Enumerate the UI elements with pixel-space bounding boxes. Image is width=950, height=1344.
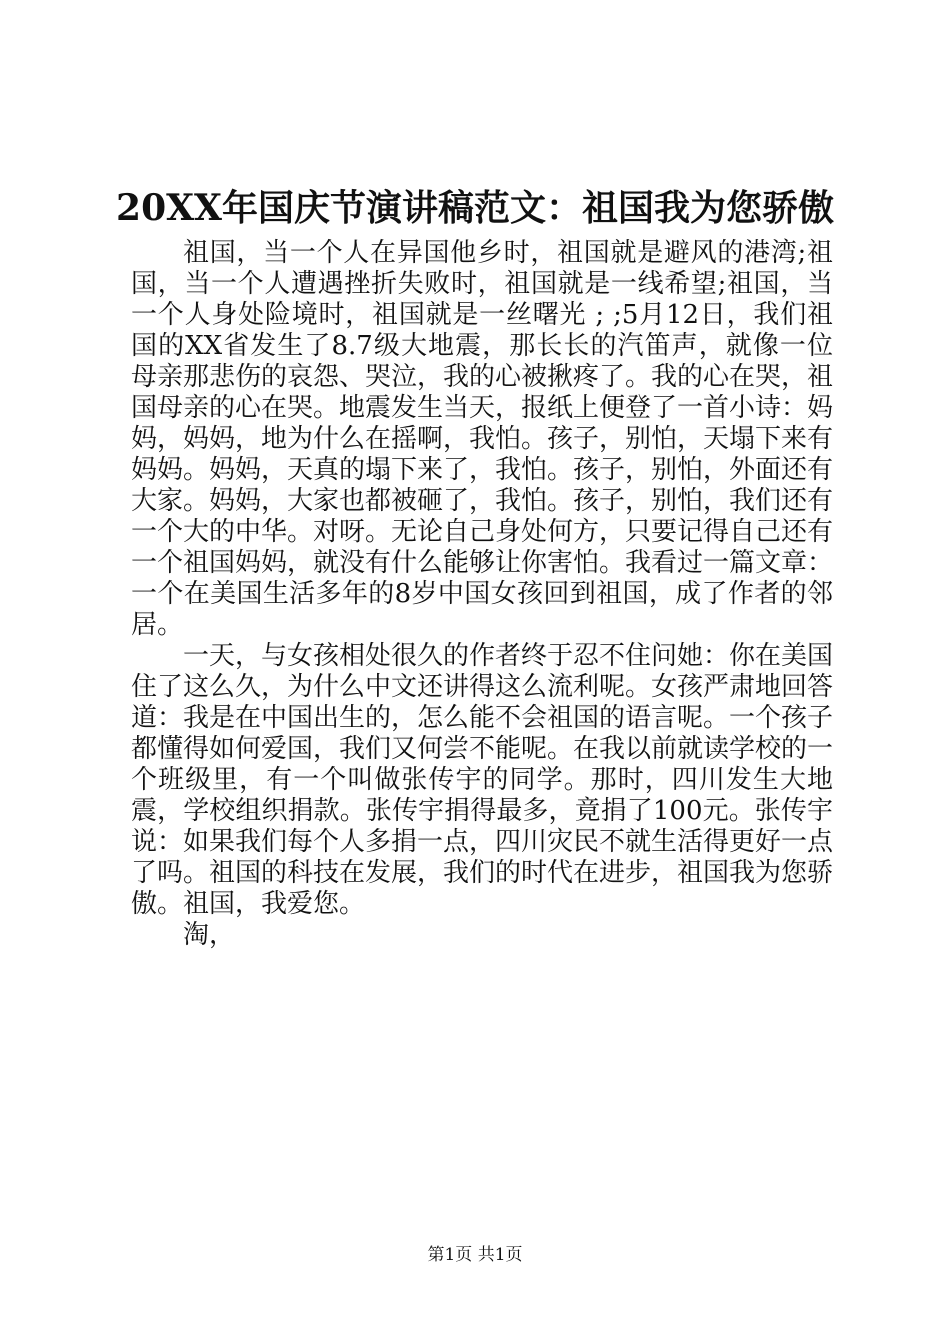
paragraph-2: 一天，与女孩相处很久的作者终于忍不住问她：你在美国住了这么久，为什么中文还讲得这么流利呢。女孩严肃地回答道：我是在中国出生的，怎么能不会祖国的语言呢。一个孩子都懂得如何爱国，我们又何尝不能呢。在我以前就读学校的一个班级里，有一个叫做张传宇的同学。那时，四川发生大地震，学校组织捐款。张传宇捐得最多，竟捐了100元。张传宇说：如果我们每个人多捐一点，四川灾民不就生活得更好一点了吗。祖国的科技在发展，我们的时代在进步，祖国我为您骄傲。祖国，我爱您。 (131, 641, 834, 919)
document-title: 20XX年国庆节演讲稿范文：祖国我为您骄傲 (116, 187, 834, 229)
page-footer: 第1页 共1页 (427, 1245, 523, 1265)
paragraph-3: 淘， (183, 920, 236, 950)
paragraph-1: 祖国，当一个人在异国他乡时，祖国就是避风的港湾;祖国，当一个人遭遇挫折失败时，祖国就是一线希望;祖国，当一个人身处险境时，祖国就是一丝曙光 ; ;5月12日，我们祖国的XX省发生了8.7级大地震，那长长的汽笛声，就像一位母亲那悲伤的哀怨、哭泣，我的心被揪疼了。我的心在哭，祖国母亲的心在哭。地震发生当天，报纸上便登了一首小诗：妈妈，妈妈，地为什么在摇啊，我怕。孩子，别怕，天塌下来有妈妈。妈妈，天真的塌下来了，我怕。孩子，别怕，外面还有大家。妈妈，大家也都被砸了，我怕。孩子，别怕，我们还有一个大的中华。对呀。无论自己身处何方，只要记得自己还有一个祖国妈妈，就没有什么能够让你害怕。我看过一篇文章：一个在美国生活多年的8岁中国女孩回到祖国，成了作者的邻居。 (131, 238, 834, 640)
document-body (131, 238, 833, 951)
